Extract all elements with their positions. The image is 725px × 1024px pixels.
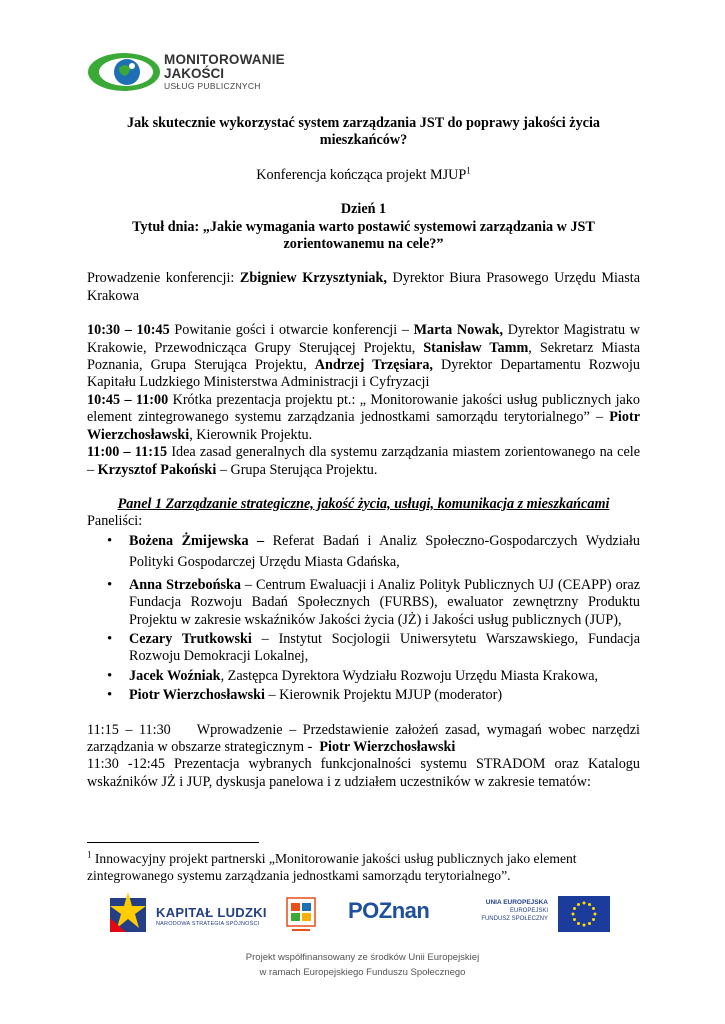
speaker-name: Marta Nowak, — [413, 322, 504, 339]
host-paragraph — [87, 270, 640, 305]
poznan-logo: POZnan — [348, 898, 430, 923]
speaker-name: Piotr Wierzchosławski — [87, 409, 640, 443]
agenda-text: – Grupa Sterująca Projektu. — [216, 461, 378, 478]
list-item — [129, 631, 640, 666]
agenda-text: Idea zasad generalnych dla systemu zarządzania miastem zorientowanego na cele – — [87, 444, 640, 478]
eu-line3: FUNDUSZ SPOŁECZNY — [481, 916, 548, 922]
document-body — [87, 115, 644, 791]
agenda-text: Dyrektor Magistratu w Krakowie, Przewodnicząca Grupy Sterującej Projektu, — [87, 322, 641, 356]
kl-subtitle: NARODOWA STRATEGIA SPÓJNOŚCI — [156, 921, 260, 927]
panelist-desc: – Centrum Ewaluacji i Analiz Polityk Publicznych UJ (CEAPP) oraz Fundacja Rozwoju Badań Społecznych (FURBS), ewaluator zewnętrzny Produktu Projektu w zakresie wskaźników Jakości życia (JŻ) i Jakości usług publicznych (JUP), — [129, 576, 640, 628]
host-name: Zbigniew Krzysztyniak, — [239, 270, 387, 287]
krakow-logo-icon — [286, 894, 316, 936]
panelist-desc: Referat Badań i Analiz Społeczno-Gospodarczych Wydziału Polityki Gospodarczej Urzędu Miasta Gdańska, — [129, 532, 640, 570]
agenda-item-5: 11:30 -12:45 Prezentacja wybranych funkcjonalności systemu STRADOM oraz Katalogu wskaźników JŻ i JUP, dyskusja panelowa i z udziałem uczestników w zakresie tematów: — [87, 756, 640, 790]
panelist-name: Cezary Trutkowski — [129, 630, 252, 647]
list-item — [129, 577, 640, 629]
footnote-text: Innowacyjny projekt partnerski „Monitorowanie jakości usług publicznych jako element zintegrowanego systemu zarządzania jednostkami samorządu terytorialnego”. — [87, 851, 577, 883]
speaker-name: Andrzej Trzęsiara, — [314, 357, 433, 374]
footnote-ref: 1 — [466, 165, 471, 176]
panel-title: Panel 1 Zarządzanie strategiczne, jakość życia, usługi, komunikacja z mieszkańcami — [117, 495, 610, 512]
agenda-item-4 — [87, 721, 644, 757]
panelist-name: Bożena Żmijewska – — [129, 532, 265, 549]
speaker-name: Krzysztof Pakoński — [97, 461, 217, 478]
kapital-ludzki-text — [156, 906, 267, 928]
eu-line1: UNIA EUROPEJSKA — [485, 899, 548, 906]
agenda-text: , Sekretarz Miasta Poznania, Grupa Sterująca Projektu, — [87, 339, 640, 374]
logo-line3: USŁUG PUBLICZNYCH — [164, 81, 261, 91]
logo-line1: MONITOROWANIE — [164, 52, 285, 67]
day-heading: Dzień 1 — [340, 201, 387, 218]
panelists-label: Paneliści: — [87, 513, 143, 530]
footnote — [87, 850, 640, 884]
eu-flag-icon — [558, 896, 610, 932]
agenda-text: , Kierownik Projektu. — [189, 426, 313, 443]
agenda-text: Krótka prezentacja projektu pt.: „ Monitorowanie jakości usług publicznych jako element zintegrowanego systemu zarządzania jednostkami samorządu terytorialnego” – — [87, 391, 640, 426]
panelist-desc: – Kierownik Projektu MJUP (moderator) — [264, 687, 503, 704]
list-item — [129, 668, 640, 685]
logo-text — [164, 53, 285, 92]
footnote-mark: 1 — [87, 849, 92, 860]
kapital-ludzki-logo-icon — [108, 892, 150, 934]
panelists-list — [87, 531, 640, 705]
agenda-item-3 — [87, 444, 640, 479]
list-item — [129, 687, 640, 704]
agenda-time: 10:30 – 10:45 — [87, 322, 170, 339]
cofinancing-line2: w ramach Europejskiego Funduszu Społecznego — [259, 967, 466, 978]
conference-text: Konferencja kończąca projekt MJUP — [256, 166, 467, 183]
agenda-text: 11:15 – 11:30 Wprowadzenie – Przedstawienie założeń zasad, wymagań wobec narzędzi zarządzania w obszarze strategicznym - — [87, 721, 644, 755]
speaker-name: Stanisław Tamm — [423, 339, 529, 356]
list-item — [129, 531, 640, 573]
logo-line2: JAKOŚCI — [164, 66, 225, 81]
host-role: Dyrektor Biura Prasowego Urzędu Miasta Krakowa — [87, 270, 640, 304]
footnote-divider — [87, 842, 259, 843]
kl-title: KAPITAŁ LUDZKI — [156, 905, 267, 920]
document-title: Jak skutecznie wykorzystać system zarządzania JST do poprawy jakości życia mieszkańców? — [126, 115, 601, 149]
conference-line — [87, 167, 640, 184]
host-prefix: Prowadzenie konferencji: — [87, 270, 240, 287]
panelist-name: Jacek Woźniak — [129, 667, 221, 684]
day-title: Tytuł dnia: „Jakie wymagania warto postawić systemowi zarządzania w JST zorientowanemu na cele?” — [132, 218, 595, 253]
agenda-time: 10:45 – 11:00 — [87, 391, 169, 408]
agenda-time: 11:00 – 11:15 — [87, 444, 168, 461]
agenda-item-2 — [87, 392, 640, 444]
cofinancing-note — [0, 950, 725, 980]
eu-text — [465, 898, 548, 923]
speaker-name: Piotr Wierzchosławski — [319, 738, 456, 755]
footer-logos — [108, 892, 618, 942]
eu-line2: EUROPEJSKI — [509, 908, 548, 914]
panelist-desc: , Zastępca Dyrektora Wydziału Rozwoju Urzędu Miasta Krakowa, — [220, 667, 599, 684]
panelist-desc: – Instytut Socjologii Uniwersytetu Warszawskiego, Fundacja Rozwoju Demokracji Lokalnej, — [129, 630, 640, 665]
cofinancing-line1: Projekt współfinansowany ze środków Unii Europejskiej — [245, 952, 480, 963]
panelist-name: Anna Strzebońska — [129, 576, 241, 593]
agenda-item-1 — [87, 322, 640, 392]
agenda-text: Dyrektor Departamentu Rozwoju Kapitału Ludzkiego Ministerstwa Administracji i Cyfryzacji — [87, 357, 640, 391]
panelist-name: Piotr Wierzchosławski — [129, 687, 265, 704]
agenda-text: Powitanie gości i otwarcie konferencji – — [169, 322, 414, 339]
